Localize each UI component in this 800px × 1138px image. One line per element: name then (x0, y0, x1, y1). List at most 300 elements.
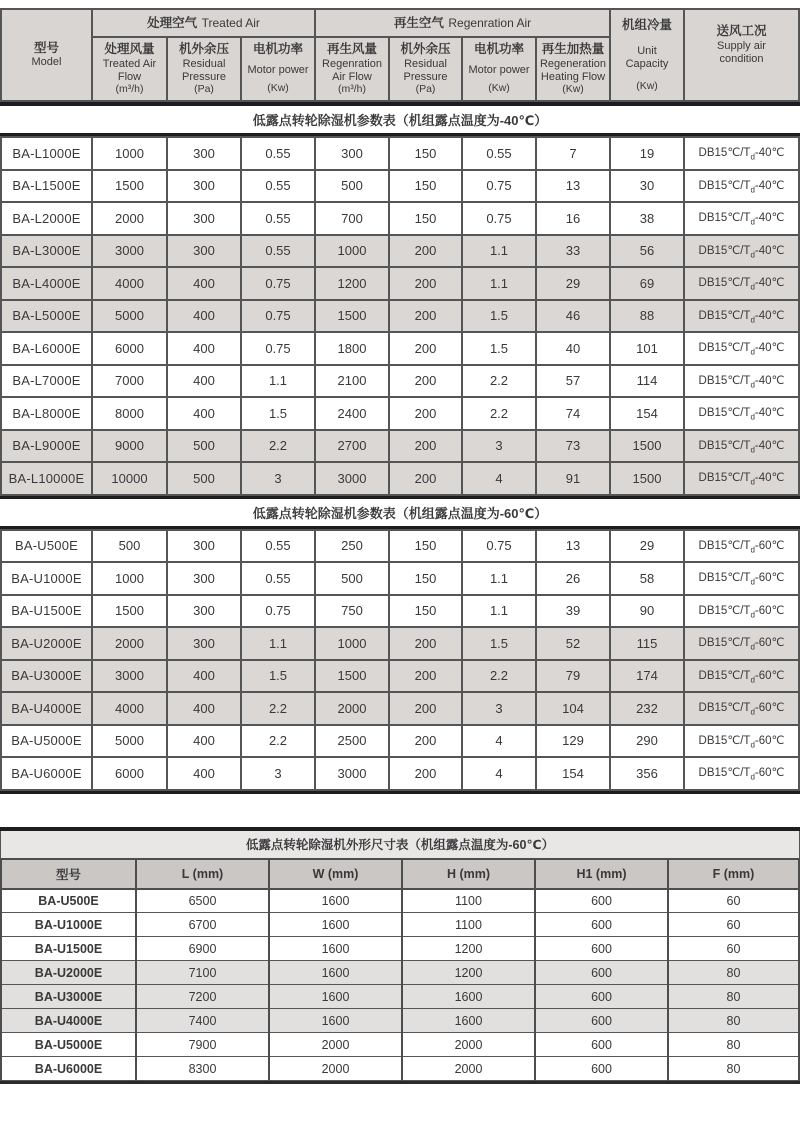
model-cell: BA-U6000E (1, 1057, 136, 1081)
col-header-2-en: Motor power (247, 64, 309, 77)
value-cell: 150 (389, 202, 462, 235)
value-cell: 7000 (92, 365, 167, 398)
col-header-3-unit: (m³/h) (338, 82, 367, 95)
table-row (1, 692, 799, 725)
col-header-6-zh: 再生加热量 (541, 42, 605, 56)
supply-condition-cell (684, 627, 799, 660)
value-cell: 150 (389, 137, 462, 170)
table-row (1, 267, 799, 300)
table-row (1, 595, 799, 628)
dim-col-header-5: F (mm) (668, 859, 799, 889)
model-cell: BA-U1000E (1, 562, 92, 595)
value-cell: 6900 (136, 937, 269, 961)
model-cell: BA-U2000E (1, 961, 136, 985)
value-cell: 33 (536, 235, 610, 268)
col-header-5-unit: (Kw) (488, 82, 510, 95)
model-cell: BA-L7000E (1, 365, 92, 398)
value-cell: 79 (536, 660, 610, 693)
value-cell: 58 (610, 562, 684, 595)
value-cell: 2.2 (241, 692, 315, 725)
value-cell: 1.1 (462, 595, 536, 628)
treated-air-zh: 处理空气 (147, 16, 198, 30)
supply-suffix: -60℃ (754, 767, 785, 780)
value-cell: 174 (610, 660, 684, 693)
table-row (1, 1009, 799, 1033)
table-row (1, 937, 799, 961)
value-cell: 400 (167, 365, 241, 398)
spec-table-header (0, 8, 800, 102)
group-header-regeneration-air (315, 9, 610, 37)
supply-prefix: DB15℃/T (698, 472, 751, 485)
value-cell: 8000 (92, 397, 167, 430)
supply-air-en: Supply air condition (717, 39, 766, 65)
value-cell: 29 (610, 530, 684, 563)
col-header-6-unit: (Kw) (562, 82, 584, 95)
model-cell: BA-L8000E (1, 397, 92, 430)
supply-subscript: d (750, 577, 755, 587)
value-cell: 290 (610, 725, 684, 758)
table-row (1, 170, 799, 203)
model-cell: BA-U1000E (1, 913, 136, 937)
supply-suffix: -40℃ (754, 407, 785, 420)
value-cell: 7400 (136, 1009, 269, 1033)
spec-table-minus40 (0, 136, 800, 496)
supply-suffix: -40℃ (754, 309, 785, 322)
value-cell: 1600 (269, 1009, 402, 1033)
dim-col-header-4: H1 (mm) (535, 859, 668, 889)
col-header-model (1, 9, 92, 101)
value-cell: 200 (389, 332, 462, 365)
regen-air-en: Regenration Air (448, 16, 532, 30)
value-cell: 1.1 (241, 365, 315, 398)
value-cell: 2.2 (241, 725, 315, 758)
value-cell: 0.55 (241, 170, 315, 203)
value-cell: 200 (389, 235, 462, 268)
value-cell: 2.2 (462, 660, 536, 693)
value-cell: 56 (610, 235, 684, 268)
supply-subscript: d (750, 379, 755, 389)
value-cell: 52 (536, 627, 610, 660)
value-cell: 3000 (92, 235, 167, 268)
value-cell: 600 (535, 889, 668, 913)
value-cell: 19 (610, 137, 684, 170)
value-cell: 80 (668, 985, 799, 1009)
value-cell: 1500 (92, 170, 167, 203)
value-cell: 3000 (92, 660, 167, 693)
table-row (1, 202, 799, 235)
value-cell: 2000 (402, 1057, 535, 1081)
value-cell: 400 (167, 757, 241, 790)
table-row (1, 137, 799, 170)
value-cell: 600 (535, 1057, 668, 1081)
value-cell: 700 (315, 202, 389, 235)
value-cell: 150 (389, 562, 462, 595)
value-cell: 1.1 (462, 562, 536, 595)
value-cell: 1000 (92, 137, 167, 170)
supply-subscript: d (750, 609, 755, 619)
value-cell: 200 (389, 397, 462, 430)
supply-subscript: d (750, 282, 755, 292)
value-cell: 9000 (92, 430, 167, 463)
supply-condition-cell (684, 595, 799, 628)
table-row (1, 332, 799, 365)
value-cell: 300 (167, 170, 241, 203)
supply-prefix: DB15℃/T (698, 342, 751, 355)
value-cell: 1600 (269, 961, 402, 985)
value-cell: 1600 (269, 889, 402, 913)
value-cell: 200 (389, 365, 462, 398)
col-header-5 (462, 37, 536, 101)
value-cell: 1100 (402, 913, 535, 937)
supply-prefix: DB15℃/T (698, 702, 751, 715)
value-cell: 1600 (402, 985, 535, 1009)
value-cell: 7900 (136, 1033, 269, 1057)
value-cell: 88 (610, 300, 684, 333)
value-cell: 300 (167, 137, 241, 170)
spec-table-minus60 (0, 529, 800, 791)
unit-capacity-en: Unit Capacity (625, 44, 669, 70)
value-cell: 6000 (92, 757, 167, 790)
model-cell: BA-U4000E (1, 692, 92, 725)
supply-suffix: -60℃ (754, 734, 785, 747)
model-header-en: Model (31, 56, 62, 69)
supply-prefix: DB15℃/T (698, 309, 751, 322)
supply-suffix: -40℃ (754, 244, 785, 257)
value-cell: 2000 (402, 1033, 535, 1057)
value-cell: 200 (389, 660, 462, 693)
dim-col-header-1: L (mm) (136, 859, 269, 889)
value-cell: 600 (535, 913, 668, 937)
supply-suffix: -40℃ (754, 374, 785, 387)
value-cell: 400 (167, 692, 241, 725)
supply-suffix: -60℃ (754, 669, 785, 682)
value-cell: 38 (610, 202, 684, 235)
table-row (1, 913, 799, 937)
supply-subscript: d (750, 249, 755, 259)
value-cell: 500 (167, 430, 241, 463)
value-cell: 3 (462, 692, 536, 725)
value-cell: 30 (610, 170, 684, 203)
value-cell: 500 (315, 562, 389, 595)
value-cell: 1800 (315, 332, 389, 365)
value-cell: 600 (535, 1009, 668, 1033)
supply-condition-cell (684, 365, 799, 398)
table-row (1, 530, 799, 563)
value-cell: 400 (167, 725, 241, 758)
group-header-treated-air (92, 9, 315, 37)
value-cell: 60 (668, 913, 799, 937)
value-cell: 1000 (315, 627, 389, 660)
value-cell: 2100 (315, 365, 389, 398)
value-cell: 90 (610, 595, 684, 628)
value-cell: 400 (167, 660, 241, 693)
value-cell: 69 (610, 267, 684, 300)
table-row (1, 462, 799, 495)
supply-suffix: -40℃ (754, 342, 785, 355)
supply-suffix: -40℃ (754, 439, 785, 452)
supply-subscript: d (750, 152, 755, 162)
value-cell: 300 (315, 137, 389, 170)
value-cell: 57 (536, 365, 610, 398)
table-row (1, 397, 799, 430)
supply-prefix: DB15℃/T (698, 212, 751, 225)
value-cell: 80 (668, 1033, 799, 1057)
value-cell: 3 (462, 430, 536, 463)
supply-subscript: d (750, 674, 755, 684)
value-cell: 2500 (315, 725, 389, 758)
value-cell: 0.55 (241, 235, 315, 268)
dimension-table (0, 858, 800, 1082)
supply-suffix: -40℃ (754, 179, 785, 192)
value-cell: 1.1 (462, 235, 536, 268)
table-bottom-border (0, 1081, 800, 1084)
value-cell: 200 (389, 462, 462, 495)
col-header-supply-air (684, 9, 799, 101)
value-cell: 10000 (92, 462, 167, 495)
value-cell: 3000 (315, 462, 389, 495)
value-cell: 400 (167, 300, 241, 333)
value-cell: 80 (668, 1009, 799, 1033)
supply-prefix: DB15℃/T (698, 539, 751, 552)
col-header-2-zh: 电机功率 (253, 42, 304, 56)
value-cell: 0.55 (241, 562, 315, 595)
value-cell: 150 (389, 530, 462, 563)
supply-condition-cell (684, 462, 799, 495)
col-header-4-unit: (Pa) (415, 82, 436, 95)
table-row (1, 889, 799, 913)
value-cell: 500 (92, 530, 167, 563)
col-header-5-en: Motor power (468, 64, 530, 77)
value-cell: 2000 (92, 202, 167, 235)
value-cell: 1000 (92, 562, 167, 595)
value-cell: 1.1 (462, 267, 536, 300)
value-cell: 154 (610, 397, 684, 430)
value-cell: 150 (389, 595, 462, 628)
value-cell: 1500 (610, 462, 684, 495)
model-cell: BA-U5000E (1, 725, 92, 758)
supply-suffix: -40℃ (754, 472, 785, 485)
value-cell: 1200 (315, 267, 389, 300)
value-cell: 150 (389, 170, 462, 203)
supply-suffix: -40℃ (754, 277, 785, 290)
supply-prefix: DB15℃/T (698, 604, 751, 617)
model-cell: BA-U1500E (1, 595, 92, 628)
supply-subscript: d (750, 412, 755, 422)
supply-suffix: -60℃ (754, 604, 785, 617)
model-cell: BA-L3000E (1, 235, 92, 268)
supply-suffix: -60℃ (754, 539, 785, 552)
value-cell: 1200 (402, 961, 535, 985)
supply-prefix: DB15℃/T (698, 179, 751, 192)
value-cell: 101 (610, 332, 684, 365)
supply-suffix: -60℃ (754, 637, 785, 650)
value-cell: 29 (536, 267, 610, 300)
value-cell: 0.75 (462, 530, 536, 563)
value-cell: 200 (389, 725, 462, 758)
table-row (1, 235, 799, 268)
value-cell: 1500 (315, 300, 389, 333)
value-cell: 300 (167, 595, 241, 628)
value-cell: 1.5 (462, 300, 536, 333)
table-row (1, 725, 799, 758)
supply-condition-cell (684, 267, 799, 300)
supply-subscript: d (750, 642, 755, 652)
col-header-6 (536, 37, 610, 101)
col-header-3-en: Regenration Air Flow (322, 57, 382, 83)
col-header-1-unit: (Pa) (194, 82, 214, 95)
value-cell: 5000 (92, 300, 167, 333)
table-row (1, 430, 799, 463)
supply-suffix: -60℃ (754, 702, 785, 715)
value-cell: 154 (536, 757, 610, 790)
supply-air-zh: 送风工况 (716, 24, 767, 38)
supply-prefix: DB15℃/T (698, 374, 751, 387)
col-header-0-zh: 处理风量 (104, 42, 155, 56)
model-header-zh: 型号 (33, 40, 59, 55)
value-cell: 0.75 (241, 267, 315, 300)
value-cell: 3000 (315, 757, 389, 790)
value-cell: 300 (167, 202, 241, 235)
value-cell: 80 (668, 1057, 799, 1081)
col-header-0-unit: (m³/h) (115, 82, 144, 95)
table-row (1, 961, 799, 985)
value-cell: 750 (315, 595, 389, 628)
col-header-1 (167, 37, 241, 101)
col-header-2 (241, 37, 315, 101)
value-cell: 6700 (136, 913, 269, 937)
value-cell: 400 (167, 397, 241, 430)
dimension-table-title: 低露点转轮除湿机外形尺寸表（机组露点温度为-60℃） (0, 831, 800, 858)
value-cell: 500 (315, 170, 389, 203)
treated-air-en: Treated Air (201, 16, 260, 30)
value-cell: 40 (536, 332, 610, 365)
model-cell: BA-L5000E (1, 300, 92, 333)
value-cell: 200 (389, 430, 462, 463)
supply-suffix: -60℃ (754, 572, 785, 585)
model-cell: BA-L1000E (1, 137, 92, 170)
col-header-5-zh: 电机功率 (474, 42, 525, 56)
table-row (1, 562, 799, 595)
model-cell: BA-U3000E (1, 660, 92, 693)
value-cell: 46 (536, 300, 610, 333)
col-header-0-en: Treated Air Flow (102, 57, 157, 83)
value-cell: 600 (535, 1033, 668, 1057)
supply-condition-cell (684, 660, 799, 693)
section-title-minus60: 低露点转轮除湿机参数表（机组露点温度为-60℃） (0, 499, 800, 526)
value-cell: 91 (536, 462, 610, 495)
col-header-0 (92, 37, 167, 101)
model-cell: BA-L9000E (1, 430, 92, 463)
model-cell: BA-L10000E (1, 462, 92, 495)
col-header-3 (315, 37, 389, 101)
spacer (0, 794, 800, 827)
supply-condition-cell (684, 235, 799, 268)
supply-condition-cell (684, 137, 799, 170)
value-cell: 1.5 (241, 660, 315, 693)
value-cell: 0.55 (241, 530, 315, 563)
model-cell: BA-U5000E (1, 1033, 136, 1057)
supply-prefix: DB15℃/T (698, 572, 751, 585)
supply-condition-cell (684, 530, 799, 563)
supply-subscript: d (750, 314, 755, 324)
supply-subscript: d (750, 707, 755, 717)
value-cell: 2400 (315, 397, 389, 430)
value-cell: 400 (167, 332, 241, 365)
model-cell: BA-L4000E (1, 267, 92, 300)
value-cell: 2000 (269, 1057, 402, 1081)
value-cell: 300 (167, 627, 241, 660)
value-cell: 0.55 (241, 202, 315, 235)
value-cell: 1600 (269, 937, 402, 961)
value-cell: 1.5 (462, 627, 536, 660)
supply-subscript: d (750, 347, 755, 357)
value-cell: 6000 (92, 332, 167, 365)
value-cell: 300 (167, 530, 241, 563)
value-cell: 4000 (92, 267, 167, 300)
model-cell: BA-U500E (1, 889, 136, 913)
model-cell: BA-U1500E (1, 937, 136, 961)
value-cell: 13 (536, 530, 610, 563)
supply-subscript: d (750, 184, 755, 194)
supply-condition-cell (684, 202, 799, 235)
col-header-4 (389, 37, 462, 101)
value-cell: 0.75 (241, 595, 315, 628)
value-cell: 73 (536, 430, 610, 463)
unit-capacity-unit: (Kw) (636, 80, 658, 93)
supply-condition-cell (684, 692, 799, 725)
col-header-unit-capacity (610, 9, 684, 101)
value-cell: 80 (668, 961, 799, 985)
table-row (1, 627, 799, 660)
model-cell: BA-U4000E (1, 1009, 136, 1033)
value-cell: 2000 (315, 692, 389, 725)
supply-prefix: DB15℃/T (698, 407, 751, 420)
value-cell: 6500 (136, 889, 269, 913)
value-cell: 5000 (92, 725, 167, 758)
value-cell: 129 (536, 725, 610, 758)
value-cell: 74 (536, 397, 610, 430)
value-cell: 1200 (402, 937, 535, 961)
supply-subscript: d (750, 477, 755, 487)
dim-col-header-2: W (mm) (269, 859, 402, 889)
table-row (1, 660, 799, 693)
value-cell: 0.75 (241, 332, 315, 365)
value-cell: 400 (167, 267, 241, 300)
value-cell: 200 (389, 757, 462, 790)
value-cell: 250 (315, 530, 389, 563)
supply-prefix: DB15℃/T (698, 147, 751, 160)
value-cell: 8300 (136, 1057, 269, 1081)
value-cell: 7 (536, 137, 610, 170)
value-cell: 4000 (92, 692, 167, 725)
value-cell: 1100 (402, 889, 535, 913)
value-cell: 3 (241, 757, 315, 790)
supply-condition-cell (684, 430, 799, 463)
value-cell: 0.55 (241, 137, 315, 170)
model-cell: BA-U3000E (1, 985, 136, 1009)
value-cell: 2.2 (462, 365, 536, 398)
model-cell: BA-U6000E (1, 757, 92, 790)
value-cell: 2000 (92, 627, 167, 660)
value-cell: 7200 (136, 985, 269, 1009)
value-cell: 0.75 (462, 202, 536, 235)
supply-subscript: d (750, 772, 755, 782)
dim-col-header-0: 型号 (1, 859, 136, 889)
supply-condition-cell (684, 300, 799, 333)
table-row (1, 1057, 799, 1081)
value-cell: 0.75 (462, 170, 536, 203)
value-cell: 232 (610, 692, 684, 725)
